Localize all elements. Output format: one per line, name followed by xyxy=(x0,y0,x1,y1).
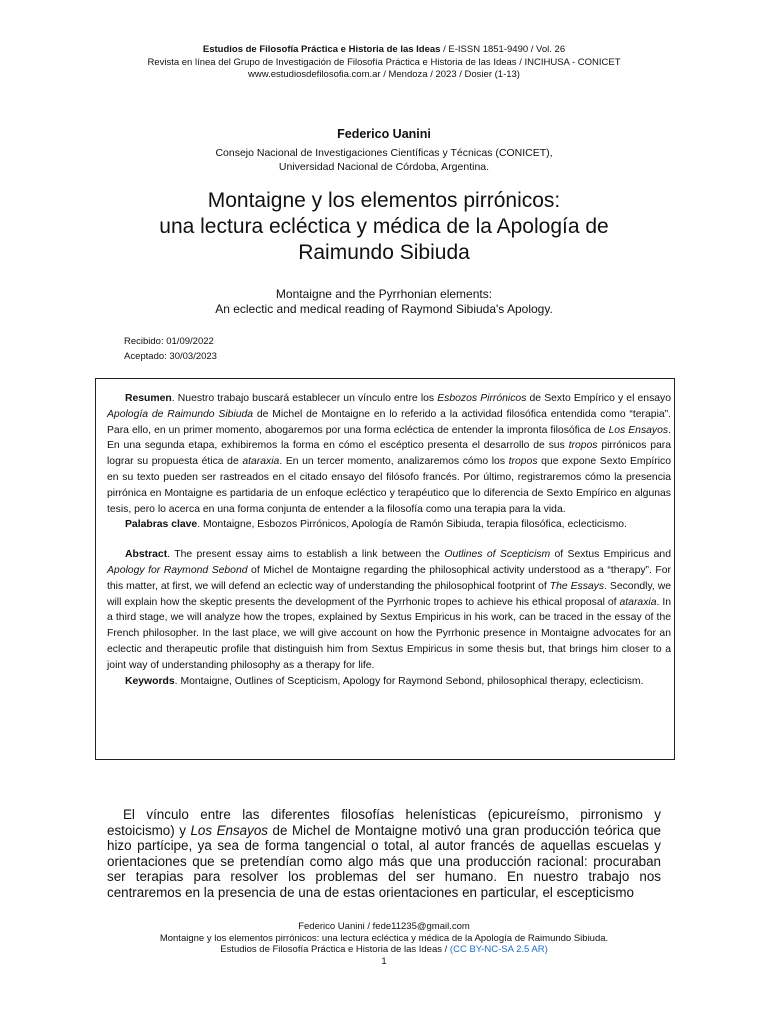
resumen-text: . En un tercer momento, analizaremos cómo los xyxy=(279,456,509,468)
journal-name: Estudios de Filosofía Práctica e Historia de las Ideas xyxy=(202,44,441,55)
footer-author: Federico Uanini / fede11235@gmail.com xyxy=(298,921,470,932)
resumen-italic: Los Ensayos xyxy=(608,424,669,436)
title-line3: Raimundo Sibiuda xyxy=(298,241,470,264)
page-footer xyxy=(0,921,768,967)
resumen-text: de Michel de Montaigne en lo referido a la actividad filosófica entendida como “terapia”. Para ello, en un primer momento, abogaremos por una forma ecléctica de entender la impronta filosófica de xyxy=(107,408,672,436)
keywords-paragraph xyxy=(107,674,671,690)
english-title xyxy=(0,287,768,316)
abstract-italic: The Essays xyxy=(549,580,605,592)
footer-journal: Estudios de Filosofía Práctica e Historia de las Ideas / xyxy=(220,944,450,955)
page-number: 1 xyxy=(381,955,387,967)
journal-header xyxy=(0,44,768,82)
palabras-clave-label: Palabras clave xyxy=(125,519,198,531)
affiliation-line1: Consejo Nacional de Investigaciones Científicas y Técnicas (CONICET), xyxy=(215,147,553,159)
journal-header-line1 xyxy=(0,44,768,57)
received-date: Recibido: 01/09/2022 xyxy=(124,336,214,347)
abstract-text: . In a third stage, we will analyze how the tropes, explained by Sextus Empiricus in his work, can be traced in the essay of the French philosopher. In the last place, we will give account on how the Pyrrhonic presence in Montaigne advocates for an eclectic and therapeutic profile that distinguish him from Sextus Empiricus in some thesis but, that brings him closer to a joint way of understanding philosophy as a therapy for life. xyxy=(107,596,671,671)
resumen-text: . Nuestro trabajo buscará establecer un vínculo entre los xyxy=(171,393,438,404)
abstract-italic: ataraxia xyxy=(619,596,657,608)
body-paragraph xyxy=(107,807,661,900)
accepted-date: Aceptado: 30/03/2023 xyxy=(124,351,217,362)
abstract-italic: Apology for Raymond Sebond xyxy=(107,564,248,576)
journal-header-line3: www.estudiosdefilosofia.com.ar / Mendoza / 2023 / Dosier (1-13) xyxy=(248,69,520,80)
footer-journal-line xyxy=(0,944,768,956)
abstract-paragraph xyxy=(107,547,671,673)
section-gap xyxy=(107,533,671,547)
author-affiliation xyxy=(0,147,768,174)
resumen-italic: Apología de Raimundo Sibiuda xyxy=(107,408,254,420)
resumen-text: . En una segunda etapa, exhibiremos la forma en cómo el escéptico presenta el desarrollo de sus xyxy=(107,424,671,452)
resumen-italic: tropos xyxy=(568,440,598,452)
affiliation-line2: Universidad Nacional de Córdoba, Argentina. xyxy=(278,160,490,173)
paper-title xyxy=(0,188,768,266)
abstract-text: . The present essay aims to establish a link between the xyxy=(167,549,445,561)
journal-issn: / E-ISSN 1851-9490 / Vol. 26 xyxy=(440,44,566,55)
english-title-line2: An eclectic and medical reading of Raymond Sibiuda's Apology. xyxy=(215,301,553,316)
resumen-label: Resumen xyxy=(125,393,172,404)
palabras-clave-paragraph xyxy=(107,517,671,533)
resumen-text: pirrónicos para lograr su propuesta ética de xyxy=(107,440,672,468)
abstract-italic: Outlines of Scepticism xyxy=(444,549,551,561)
resumen-italic: Esbozos Pirrónicos xyxy=(437,393,527,404)
submission-dates xyxy=(124,334,217,364)
license-link[interactable]: (CC BY-NC-SA 2.5 AR) xyxy=(449,944,548,955)
keywords-label: Keywords xyxy=(125,675,175,687)
author-name: Federico Uanini xyxy=(337,127,431,141)
body-text: de Michel de Montaigne motivó una gran producción teórica que hizo partícipe, ya sea de forma tangencial o total, al autor francés de aquellas escuelas y orientaciones que se pretendían como algo más que una producción racional: procuraban ser terapias para resolver los problemas del ser humano. En nuestro trabajo nos centraremos en la presencia de una de estas orientaciones en particular, el escepticismo xyxy=(107,822,662,900)
resumen-paragraph xyxy=(107,391,671,517)
abstract-text: . Secondly, we will explain how the skeptic presents the development of the Pyrrhonic tropes to achieve his ethical proposal of xyxy=(107,580,671,608)
resumen-italic: ataraxia xyxy=(242,456,280,468)
abstract-label: Abstract xyxy=(125,549,168,561)
keywords-text: . Montaigne, Outlines of Scepticism, Apology for Raymond Sebond, philosophical therapy, eclecticism. xyxy=(174,675,644,687)
resumen-text: que expone Sexto Empírico en su texto pueden ser rastreados en el citado ensayo del filósofo francés. Por último, registraremos cómo la presencia pirrónica en Montaigne es partidaria de un enfoque ecléctico y terapéutico que lo diferencia de Sexto Empírico en algunas tesis, pero lo acerca en una forma conjunta de entender a la filosofía como una terapia para la vida. xyxy=(107,456,671,515)
footer-title: Montaigne y los elementos pirrónicos: una lectura ecléctica y médica de la Apología de Raimundo Sibiuda. xyxy=(159,932,609,944)
resumen-text: de Sexto Empírico y el ensayo xyxy=(526,393,672,404)
abstract-text: of Sextus Empiricus and xyxy=(550,549,671,561)
english-title-line1: Montaigne and the Pyrrhonian elements: xyxy=(275,287,493,301)
title-line2: una lectura ecléctica y médica de la Apología de xyxy=(159,215,609,238)
abstract-box xyxy=(95,378,675,760)
body-text: El vínculo entre las diferentes filosofías helenísticas (epicureísmo, pirronismo y estoicismo) y xyxy=(107,807,661,838)
title-line1: Montaigne y los elementos pirrónicos: xyxy=(207,189,561,212)
palabras-clave-text: . Montaigne, Esbozos Pirrónicos, Apología de Ramón Sibiuda, terapia filosófica, eclecticismo. xyxy=(197,519,627,531)
abstract-text: of Michel de Montaigne regarding the philosophical activity understood as a “therapy”. For this matter, at first, we will defend an eclectic way of understanding the philosophical footprint of xyxy=(107,564,671,592)
body-italic: Los Ensayos xyxy=(190,822,268,838)
journal-header-line2: Revista en línea del Grupo de Investigación de Filosofía Práctica e Historia de las Ideas / INCIHUSA - CONICET xyxy=(147,56,621,68)
resumen-italic: tropos xyxy=(508,456,538,468)
